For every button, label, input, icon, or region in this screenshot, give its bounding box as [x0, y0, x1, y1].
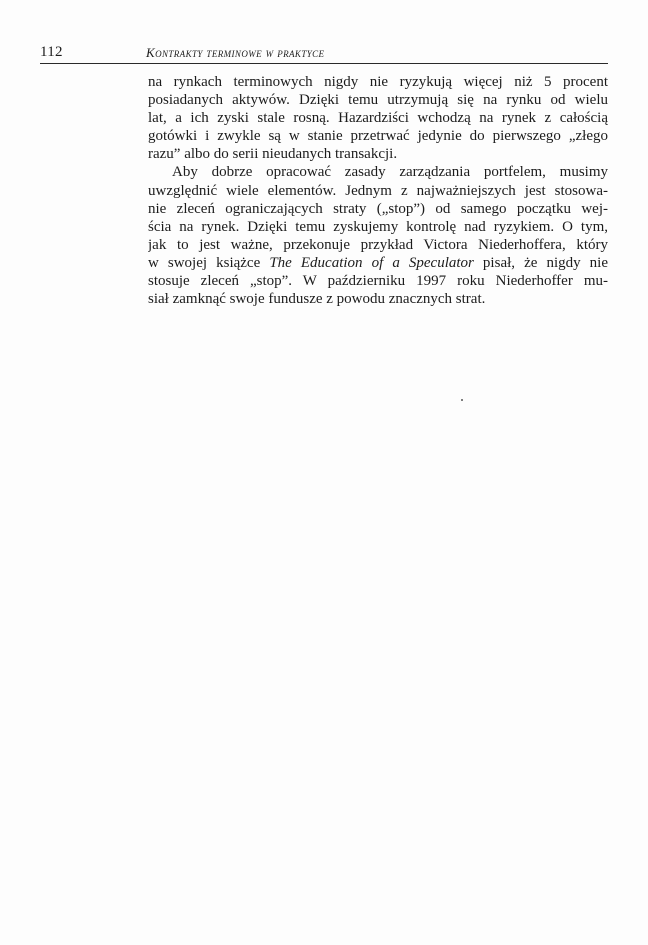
text-fragment: w swojej książce — [148, 254, 270, 271]
text-line: uwzględnić wiele elementów. Jednym z najważniejszych jest stosowa- — [148, 182, 608, 199]
text-line: stosuje zleceń „stop”. W październiku 1997 roku Niederhoffer mu- — [148, 273, 608, 290]
text-line-with-book-title — [148, 254, 608, 272]
page-number: 112 — [40, 44, 63, 60]
text-line: razu” albo do serii nieudanych transakcji. — [148, 146, 398, 163]
text-line: ścia na rynek. Dzięki temu zyskujemy kontrolę nad ryzykiem. O tym, — [148, 218, 608, 235]
text-line: siał zamknąć swoje fundusze z powodu znacznych strat. — [148, 291, 486, 308]
text-line: Aby dobrze opracować zasady zarządzania portfelem, musimy — [172, 164, 608, 181]
text-line: na rynkach terminowych nigdy nie ryzykują więcej niż 5 procent — [148, 74, 608, 90]
page-header — [40, 40, 608, 66]
text-line: lat, a ich zyski stale rosną. Hazardziści wchodzą na rynek z całością — [148, 110, 608, 127]
book-title: The Education of a Speculator — [269, 254, 474, 271]
text-line: posiadanych aktywów. Dzięki temu utrzymują się na rynku od wielu — [148, 92, 608, 109]
scan-speck — [461, 399, 463, 401]
running-title: Kontrakty terminowe w praktyce — [146, 45, 325, 60]
text-fragment: pisał, że nigdy nie — [473, 254, 608, 271]
text-line: jak to jest ważne, przekonuje przykład Victora Niederhoffera, który — [148, 236, 608, 253]
paragraph-2 — [148, 163, 608, 308]
text-line: nie zleceń ograniczających straty („stop”) od samego początku wej- — [148, 200, 608, 217]
paragraph-1 — [148, 73, 608, 163]
text-line: gotówki i zwykle są w stanie przetrwać jedynie do pierwszego „złego — [148, 128, 608, 145]
header-rule — [40, 63, 608, 64]
body-text — [148, 73, 608, 308]
